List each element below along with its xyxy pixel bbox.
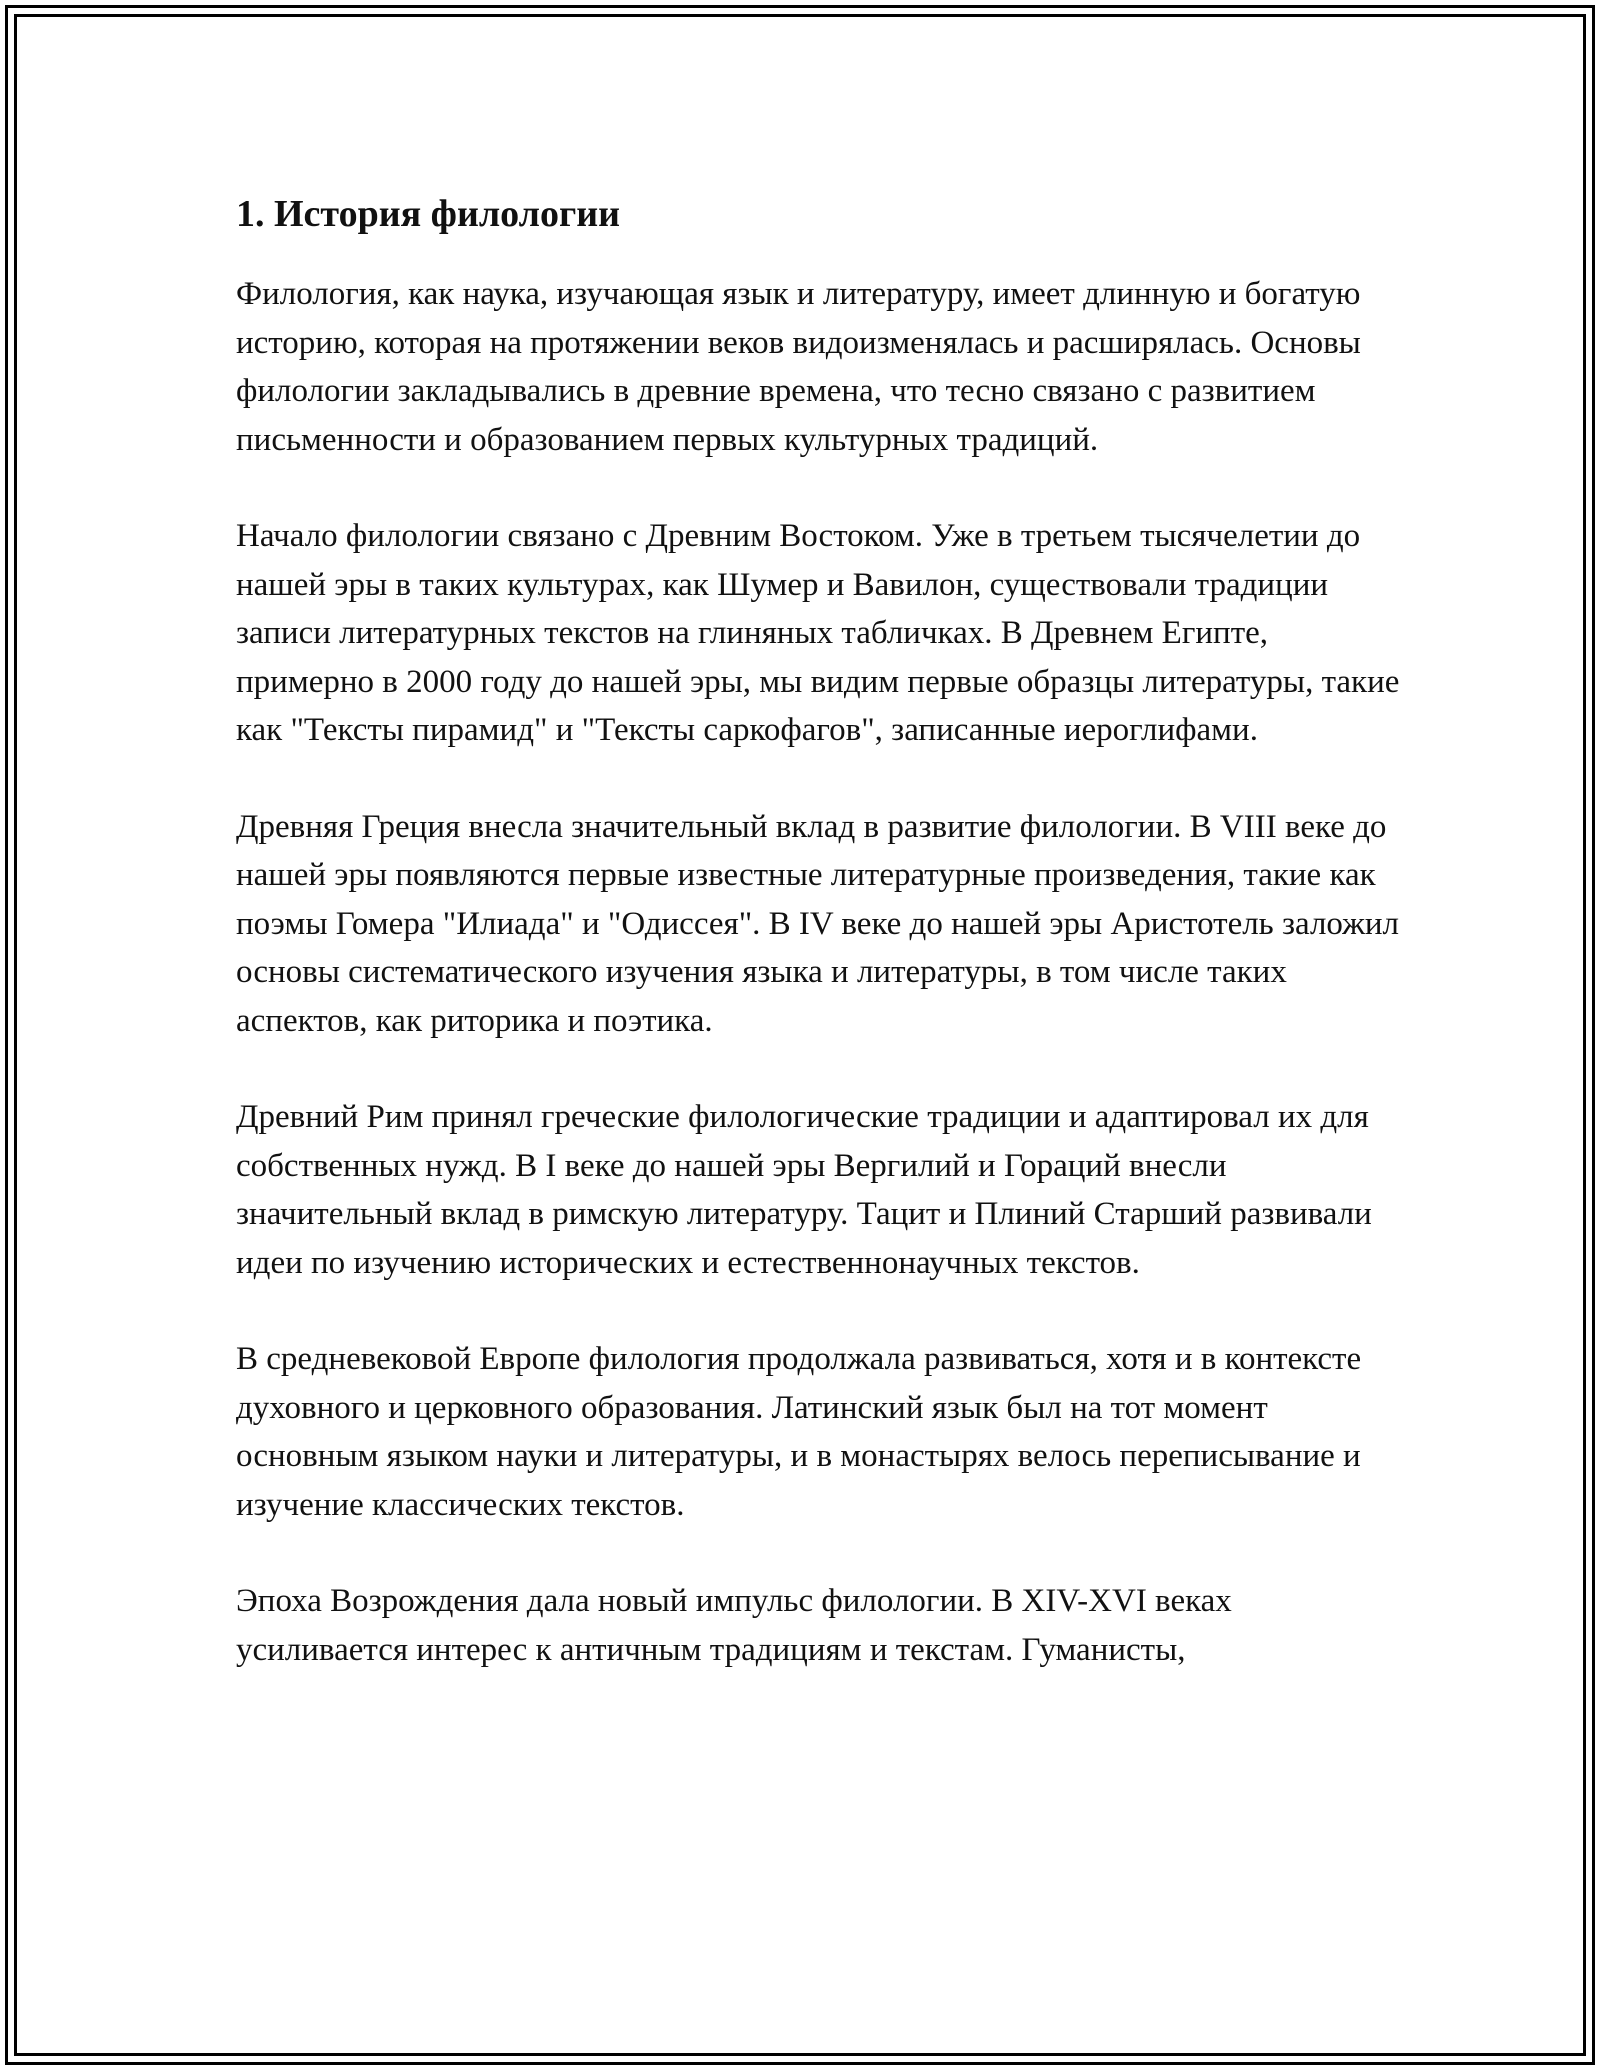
paragraph-ancient-rome: Древний Рим принял греческие филологические традиции и адаптировал их для собственных нужд. В I веке до нашей эры Вергилий и Гораций внесли значительный вклад в римскую литературу. Тацит и Плиний Старший развивали идеи по изучению исторических и естественнонаучных текстов. xyxy=(236,1099,1372,1281)
paragraph-ancient-east: Начало филологии связано с Древним Востоком. Уже в третьем тысячелетии до нашей эры в таких культурах, как Шумер и Вавилон, существовали традиции записи литературных текстов на глиняных табличках. В Древнем Египте, примерно в 2000 году до нашей эры, мы видим первые образцы литературы, такие как "Тексты пирамид" и "Тексты саркофагов", записанные иероглифами. xyxy=(236,518,1400,748)
paragraph-ancient-greece: Древняя Греция внесла значительный вклад в развитие филологии. В VIII веке до нашей эры появляются первые известные литературные произведения, такие как поэмы Гомера "Илиада" и "Одиссея". В IV веке до нашей эры Аристотель заложил основы систематического изучения языка и литературы, в том числе таких аспектов, как риторика и поэтика. xyxy=(236,808,1400,1039)
section-title: 1. История филологии xyxy=(236,193,621,235)
paragraph-intro: Филология, как наука, изучающая язык и литературу, имеет длинную и богатую историю, которая на протяжении веков видоизменялась и расширялась. Основы филологии закладывались в древние времена, что тесно связано с развитием письменности и образованием первых культурных традиций. xyxy=(236,276,1361,458)
document-page xyxy=(236,186,1406,1722)
paragraph-medieval-europe: В средневековой Европе филология продолжала развиваться, хотя и в контексте духовного и церковного образования. Латинский язык был на тот момент основным языком науки и литературы, и в монастырях велось переписывание и изучение классических текстов. xyxy=(236,1341,1362,1523)
paragraph-renaissance: Эпоха Возрождения дала новый импульс филологии. В XIV-XVI веках усиливается интерес к античным традициям и текстам. Гуманисты, xyxy=(236,1583,1232,1668)
